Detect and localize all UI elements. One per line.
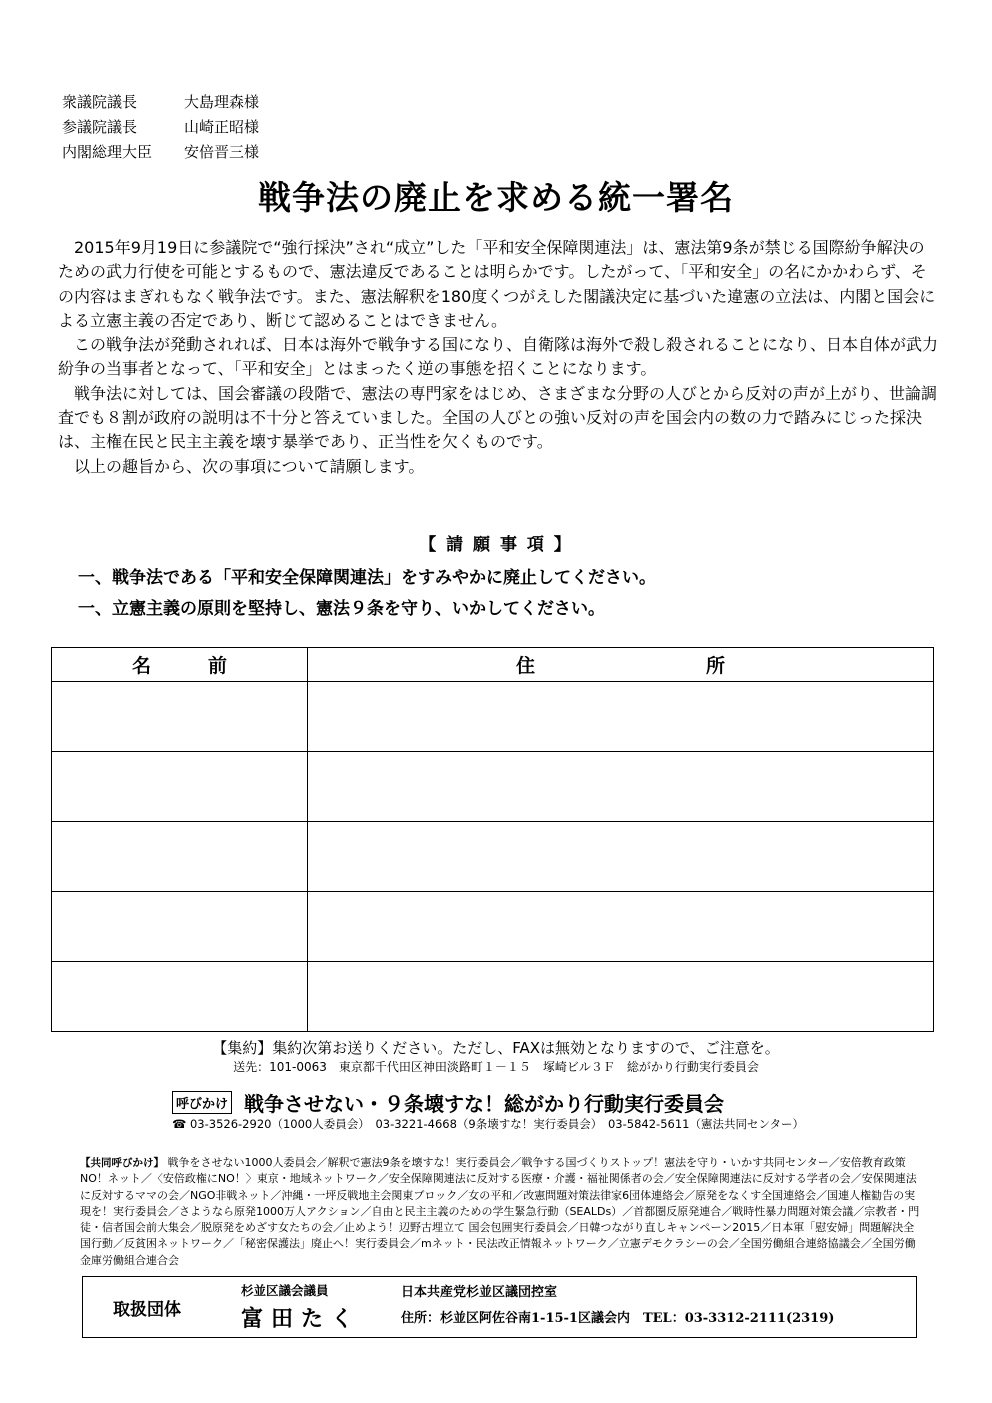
handler-name: 富田たく (241, 1306, 362, 1332)
caller-organization: 戦争させない・９条壊すな！総がかり行動実行委員会 (244, 1092, 725, 1116)
recipient-name: 大島理森様 (184, 93, 260, 111)
paragraph: 以上の趣旨から、次の事項について請願します。 (74, 456, 425, 476)
name-cell[interactable] (52, 962, 308, 1032)
paragraph: 戦争法に対しては、国会審議の段階で、憲法の専門家をはじめ、さまざまな分野の人びとから反対の声が上がり、世論調査でも８割が政府の説明は不十分と答えていました。全国の人びとの強い反対の声を国会内の数の力で踏みにじった採決は、主権在民と民主主義を壊す暴挙であり、正当性を欠くものです。 (58, 383, 938, 452)
name-cell[interactable] (52, 822, 308, 892)
recipient-role: 内閣総理大臣 (62, 143, 153, 161)
recipient-row (62, 115, 259, 140)
petition-body (58, 236, 938, 479)
caller (172, 1088, 724, 1117)
caller-label-box: 呼びかけ (172, 1091, 232, 1114)
joint-list: 戦争をさせない1000人委員会／解釈で憲法9条を壊すな！実行委員会／戦争する国づくりストップ！憲法を守り・いかす共同センター／安倍教育政策NO！ネット／〈安倍政権にNO！〉東京・地域ネットワーク／安全保障関連法に反対する医療・介護・福祉関係者の会／安全保障関連法に反対する学者の会／安保関連法に反対するママの会／NGO非戦ネット／沖縄・一坪反戦地主会関東ブロック／女の平和／改憲問題対策法律家6団体連絡会／原発をなくす全国連絡会／国連人権勧告の実現を！実行委員会／さようなら原発1000万人アクション／自由と民主主義のための学生緊急行動（SEALDs）／首都圏反原発連合／戦時性暴力問題対策会議／宗教者・門徒・信者国会前大集会／脱原発をめざす女たちの会／止めよう！辺野古埋立て 国会包囲実行委員会／日韓つながり直しキャンペーン2015／日本軍「慰安婦」問題解決全国行動／反貧困ネットワーク／「秘密保護法」廃止へ！実行委員会／mネット・民法改正情報ネットワーク／立憲デモクラシーの会／全国労働組合連絡協議会／全国労働金庫労働組合連合会 (80, 1156, 920, 1267)
caller-phone-numbers: ☎ 03-3526-2920（1000人委員会） 03-3221-4668（9条壊すな！実行委員会） 03-5842-5611（憲法共同センター） (172, 1117, 804, 1131)
name-column-header: 名 前 (52, 648, 308, 682)
recipient-role: 参議院議長 (62, 118, 138, 136)
handler-label: 取扱団体 (113, 1300, 181, 1320)
recipient-row (62, 140, 259, 165)
collection-note: 【集約】集約次第お送りください。ただし、FAXは無効となりますので、ご注意を。 (212, 1039, 780, 1057)
paragraph: この戦争法が発動されれば、日本は海外で戦争する国になり、自衛隊は海外で殺し殺されることになり、日本自体が武力紛争の当事者となって、「平和安全」とはまったく逆の事態を招くことになります。 (58, 335, 939, 379)
table-row (52, 682, 934, 752)
handler-address: 住所：杉並区阿佐谷南1-15-1区議会内 TEL：03-3312-2111(2319) (401, 1311, 835, 1326)
address-cell[interactable] (308, 822, 934, 892)
handler-role: 杉並区議会議員 (241, 1283, 329, 1298)
name-cell[interactable] (52, 892, 308, 962)
address-cell[interactable] (308, 962, 934, 1032)
recipient-row (62, 90, 259, 115)
table-row (52, 822, 934, 892)
name-cell[interactable] (52, 752, 308, 822)
recipient-role: 衆議院議長 (62, 93, 138, 111)
recipient-name: 安倍晋三様 (184, 143, 260, 161)
table-header-row (52, 648, 934, 682)
requests-heading: 【 請 願 事 項 】 (419, 535, 573, 555)
table-row (52, 752, 934, 822)
send-to-address: 送先：101-0063 東京都千代田区神田淡路町１－１５ 塚崎ビル３Ｆ 総がかり行動実行委員会 (233, 1060, 759, 1074)
name-cell[interactable] (52, 682, 308, 752)
request-item: 一、戦争法である「平和安全保障関連法」をすみやかに廃止してください。 (78, 568, 656, 588)
table-row (52, 892, 934, 962)
signature-table (51, 647, 934, 1032)
address-cell[interactable] (308, 752, 934, 822)
document-title: 戦争法の廃止を求める統一署名 (258, 178, 734, 217)
address-column-header: 住 所 (308, 648, 934, 682)
joint-callers (80, 1155, 920, 1269)
recipients (62, 90, 259, 165)
paragraph: 2015年9月19日に参議院で“強行採決”され“成立”した「平和安全保障関連法」は、憲法第9条が禁じる国際紛争解決のための武力行使を可能とするもので、憲法違反であることは明らかです。したがって、「平和安全」の名にかかわらず、その内容はまぎれもなく戦争法です。また、憲法解釈を180度くつがえした閣議決定に基づいた違憲の立法は、内閣と国会による立憲主義の否定であり、断じて認めることはできません。 (58, 238, 936, 330)
joint-label: 【共同呼びかけ】 (80, 1157, 164, 1169)
address-cell[interactable] (308, 682, 934, 752)
address-cell[interactable] (308, 892, 934, 962)
request-item: 一、立憲主義の原則を堅持し、憲法９条を守り、いかしてください。 (78, 599, 605, 619)
recipient-name: 山崎正昭様 (184, 118, 260, 136)
handler-party: 日本共産党杉並区議団控室 (401, 1285, 558, 1300)
handler-box (82, 1276, 917, 1338)
table-row (52, 962, 934, 1032)
